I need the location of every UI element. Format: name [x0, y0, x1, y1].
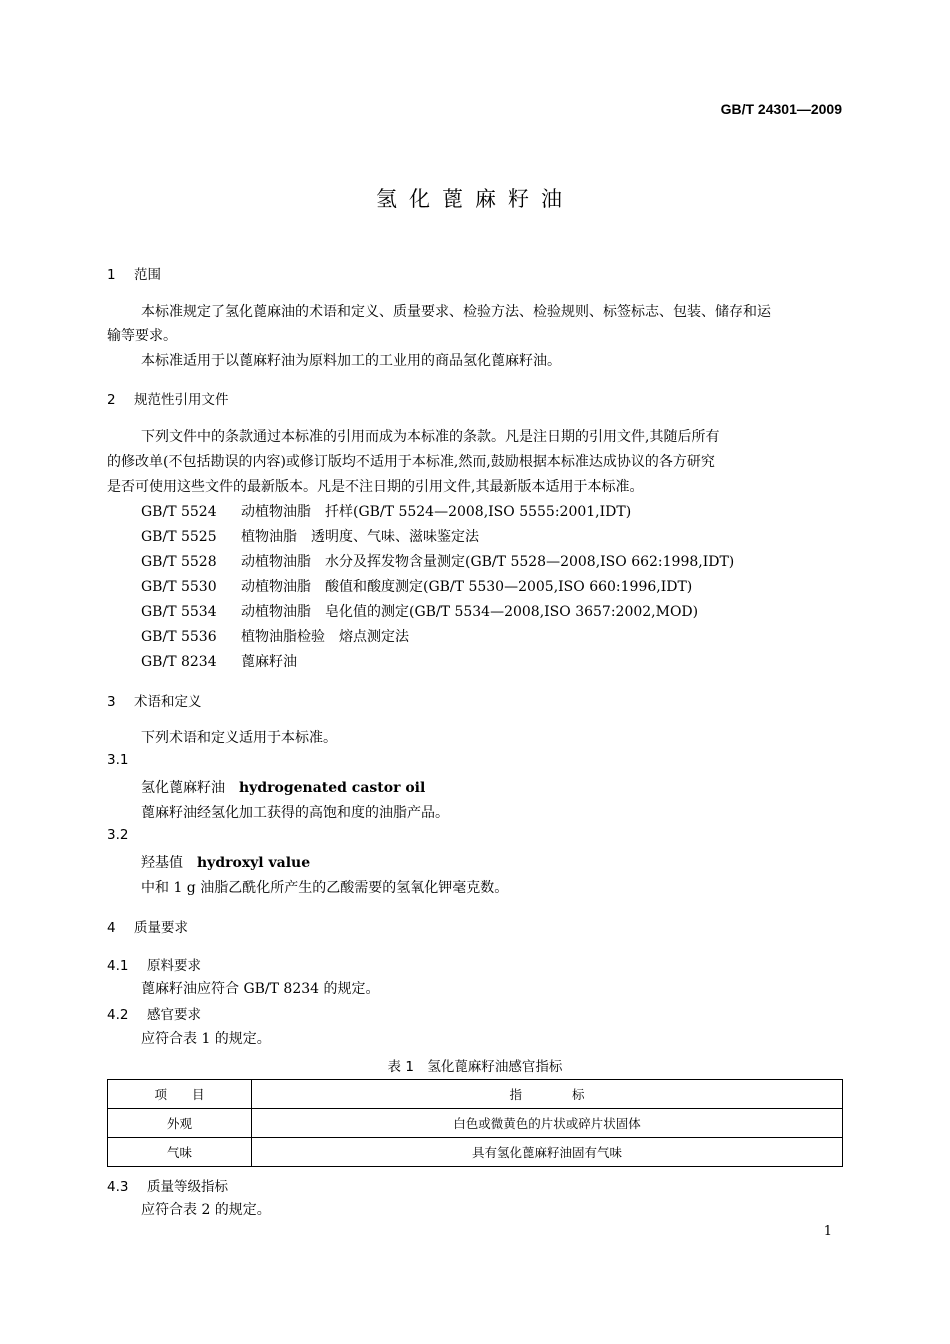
term-heading: [141, 777, 425, 797]
reference-title: 动植物油脂 皂化值的测定(GB/T 5534—2008,ISO 3657:2002,MOD): [241, 604, 699, 620]
section-1-heading: [107, 263, 161, 283]
table-header-row: [108, 1080, 843, 1109]
paragraph-line: 应符合表 1 的规定。: [141, 1031, 271, 1047]
section-number: 4: [107, 920, 116, 936]
term-number: 3.2: [107, 827, 129, 843]
reference-code: GB/T 5536: [141, 629, 217, 645]
reference-code: GB/T 5525: [141, 529, 217, 545]
table-row: [108, 1138, 843, 1167]
paragraph-line: 的修改单(不包括勘误的内容)或修订版均不适用于本标准,然而,鼓励根据本标准达成协议的各方研究: [107, 454, 715, 470]
reference-title: 植物油脂检验 熔点测定法: [241, 629, 409, 645]
paragraph-line: 应符合表 2 的规定。: [141, 1202, 271, 1218]
reference-item: [141, 576, 692, 596]
subsection-title: 感官要求: [147, 1007, 201, 1023]
paragraph-line: 蓖麻籽油应符合 GB/T 8234 的规定。: [141, 981, 380, 997]
term-number: 3.1: [107, 752, 129, 768]
paragraph-line: 输等要求。: [107, 328, 177, 344]
subsection-4-1-heading: [107, 954, 201, 974]
table-cell: 气味: [108, 1138, 252, 1167]
term-en: hydrogenated castor oil: [239, 780, 426, 796]
section-3-heading: [107, 690, 202, 710]
term-heading: [141, 852, 310, 872]
term-en: hydroxyl value: [197, 855, 311, 871]
table-header-cell: 项 目: [108, 1080, 252, 1109]
subsection-title: 原料要求: [147, 958, 201, 974]
subsection-4-3-heading: [107, 1175, 228, 1195]
paragraph-line: 是否可使用这些文件的最新版本。凡是不注日期的引用文件,其最新版本适用于本标准。: [107, 479, 644, 495]
section-number: 3: [107, 694, 116, 710]
term-definition: 蓖麻籽油经氢化加工获得的高饱和度的油脂产品。: [141, 805, 449, 821]
reference-code: GB/T 5528: [141, 554, 217, 570]
reference-item: [141, 601, 698, 621]
term-definition: 中和 1 g 油脂乙酰化所产生的乙酸需要的氢氧化钾毫克数。: [141, 880, 509, 896]
section-title: 术语和定义: [134, 694, 202, 710]
table-cell: 白色或微黄色的片状或碎片状固体: [252, 1109, 843, 1138]
subsection-number: 4.3: [107, 1179, 129, 1195]
section-title: 范围: [134, 267, 161, 283]
subsection-title: 质量等级指标: [147, 1179, 228, 1195]
paragraph-line: 下列文件中的条款通过本标准的引用而成为本标准的条款。凡是注日期的引用文件,其随后所有: [141, 429, 720, 445]
standard-code: GB/T 24301—2009: [720, 101, 842, 117]
section-number: 2: [107, 392, 116, 408]
reference-item: [141, 501, 631, 521]
document-title: 氢化蓖麻籽油: [376, 187, 574, 211]
subsection-number: 4.1: [107, 958, 129, 974]
reference-item: [141, 626, 409, 646]
reference-title: 动植物油脂 水分及挥发物含量测定(GB/T 5528—2008,ISO 662:1998,IDT): [241, 554, 735, 570]
subsection-4-2-heading: [107, 1003, 201, 1023]
section-title: 规范性引用文件: [134, 392, 229, 408]
table-cell: 外观: [108, 1109, 252, 1138]
table-cell: 具有氢化蓖麻籽油固有气味: [252, 1138, 843, 1167]
reference-title: 动植物油脂 扦样(GB/T 5524—2008,ISO 5555:2001,IDT): [241, 504, 632, 520]
table-row: [108, 1109, 843, 1138]
reference-title: 动植物油脂 酸值和酸度测定(GB/T 5530—2005,ISO 660:1996,IDT): [241, 579, 693, 595]
reference-title: 蓖麻籽油: [241, 654, 297, 670]
section-number: 1: [107, 267, 116, 283]
reference-code: GB/T 5524: [141, 504, 217, 520]
paragraph-line: 下列术语和定义适用于本标准。: [141, 730, 337, 746]
table-caption: 表 1 氢化蓖麻籽油感官指标: [387, 1059, 563, 1075]
reference-code: GB/T 5534: [141, 604, 217, 620]
term-zh: 氢化蓖麻籽油: [141, 780, 225, 796]
term-zh: 羟基值: [141, 855, 183, 871]
reference-item: [141, 526, 479, 546]
reference-title: 植物油脂 透明度、气味、滋味鉴定法: [241, 529, 479, 545]
reference-code: GB/T 8234: [141, 654, 217, 670]
table-header-cell: 指 标: [252, 1080, 843, 1109]
section-2-heading: [107, 388, 229, 408]
sensory-index-table: [107, 1079, 843, 1167]
reference-item: [141, 651, 297, 671]
subsection-number: 4.2: [107, 1007, 129, 1023]
page-number: 1: [823, 1224, 832, 1239]
paragraph-line: 本标准规定了氢化蓖麻油的术语和定义、质量要求、检验方法、检验规则、标签标志、包装、储存和运: [141, 304, 771, 320]
section-title: 质量要求: [134, 920, 188, 936]
section-4-heading: [107, 916, 188, 936]
reference-code: GB/T 5530: [141, 579, 217, 595]
paragraph-line: 本标准适用于以蓖麻籽油为原料加工的工业用的商品氢化蓖麻籽油。: [141, 353, 561, 369]
reference-item: [141, 551, 734, 571]
